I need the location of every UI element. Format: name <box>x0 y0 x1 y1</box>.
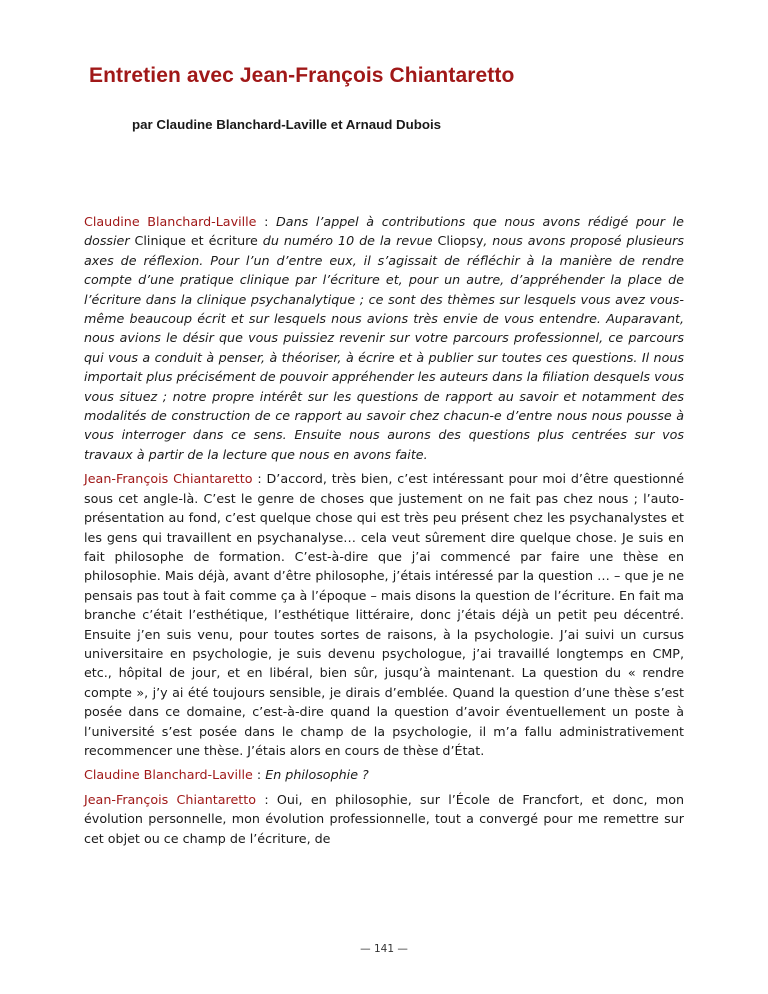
paragraph-4 <box>84 790 684 848</box>
answer-text: D’accord, très bien, c’est intéressant pour moi d’être questionné sous cet angle-là. C’est le genre de choses que justement on ne fait pas chez nous ; l’auto-présentation au fond, c’est quelque chose qui est très peu présent chez les psychanalystes et les gens qui travaillent en psychanalyse… cela veut sûrement dire quelque chose. Je suis en fait philosophe de formation. C’est-à-dire que j’ai commencé par faire une thèse en philosophie. Mais déjà, avant d’être philosophe, j’étais intéressé par la question … – que je ne pensais pas tout à fait comme ça à l’époque – mais disons la question de l’écriture. En fait ma branche c’était l’esthétique, l’esthétique littéraire, donc j’étais déjà un petit peu décentré. Ensuite j’en suis venu, pour toutes sortes de raisons, à la psychologie. J’ai suivi un cursus universitaire en psychologie, je suis devenu psychologue, j’ai travaillé longtemps en CMP, etc., hôpital de jour, et en libéral, bien sûr, jusqu’à maintenant. La question du « rendre compte », j’y ai été toujours sensible, je dirais d’emblée. Quand la question d’une thèse s’est posée dans ce domaine, c’est-à-dire quand la question d’avoir éventuellement un poste à l’université s’est posée dans le champ de la psychologie, il m’a fallu administrativement recommencer une thèse. J’étais alors en cours de thèse d’État. <box>84 471 684 758</box>
paragraph-1 <box>84 212 684 464</box>
article-title: Entretien avec Jean-François Chiantaretto <box>89 64 515 87</box>
speaker-separator: : <box>252 767 266 783</box>
paragraph-3 <box>84 765 684 784</box>
answer-text: Oui, en philosophie, sur l’École de Francfort, et donc, mon évolution personnelle, mon évolution professionnelle, tout a convergé pour me remettre sur cet objet ou ce champ de l’écriture, de <box>84 791 685 846</box>
paragraph-2 <box>84 469 684 760</box>
speaker-name: Claudine Blanchard-Laville <box>84 767 253 783</box>
journal-name: Cliopsy <box>437 233 484 249</box>
question-text: Dans l’appel à contributions que nous avons rédigé pour le dossier <box>84 214 684 249</box>
question-text: , nous avons proposé plusieurs axes de réflexion. Pour l’un d’entre eux, il s’agissait de réfléchir à la manière de rendre compte d’une pratique clinique par l’écriture et, pour un autre, d’appréhender la place de l’écriture dans la clinique psychanalytique ; ce sont des thèmes sur lesquels vous avez vous-même beaucoup écrit et sur lesquels nous avions très envie de vous entendre. Auparavant, nous avions le désir que vous puissiez revenir sur votre parcours professionnel, ce parcours qui vous a conduit à penser, à théoriser, à écrire et à publier sur toutes ces questions. Il nous importait plus précisément de pouvoir appréhender les auteurs dans la filiation desquels vous vous situez ; notre propre intérêt sur les questions de rapport au savoir et notamment des modalités de construction de ce rapport au savoir chez chacun-e d’entre nous nous pousse à vous interroger dans ce sens. Ensuite nous aurons des questions plus centrées sur vos travaux à partir de la lecture que nous en avons faite. <box>84 233 684 462</box>
speaker-separator: : <box>256 791 277 807</box>
article-body <box>84 212 684 853</box>
dossier-name: Clinique et écriture <box>134 233 258 249</box>
speaker-name: Jean-François Chiantaretto <box>84 471 253 487</box>
speaker-separator: : <box>256 214 277 229</box>
speaker-name: Jean-François Chiantaretto <box>84 791 256 807</box>
speaker-separator: : <box>252 471 267 487</box>
article-byline: par Claudine Blanchard-Laville et Arnaud Dubois <box>132 117 442 132</box>
speaker-name: Claudine Blanchard-Laville <box>84 214 257 229</box>
question-text: du numéro 10 de la revue <box>257 233 438 249</box>
page-number: — 141 — <box>360 943 408 955</box>
question-text: En philosophie ? <box>265 767 369 783</box>
